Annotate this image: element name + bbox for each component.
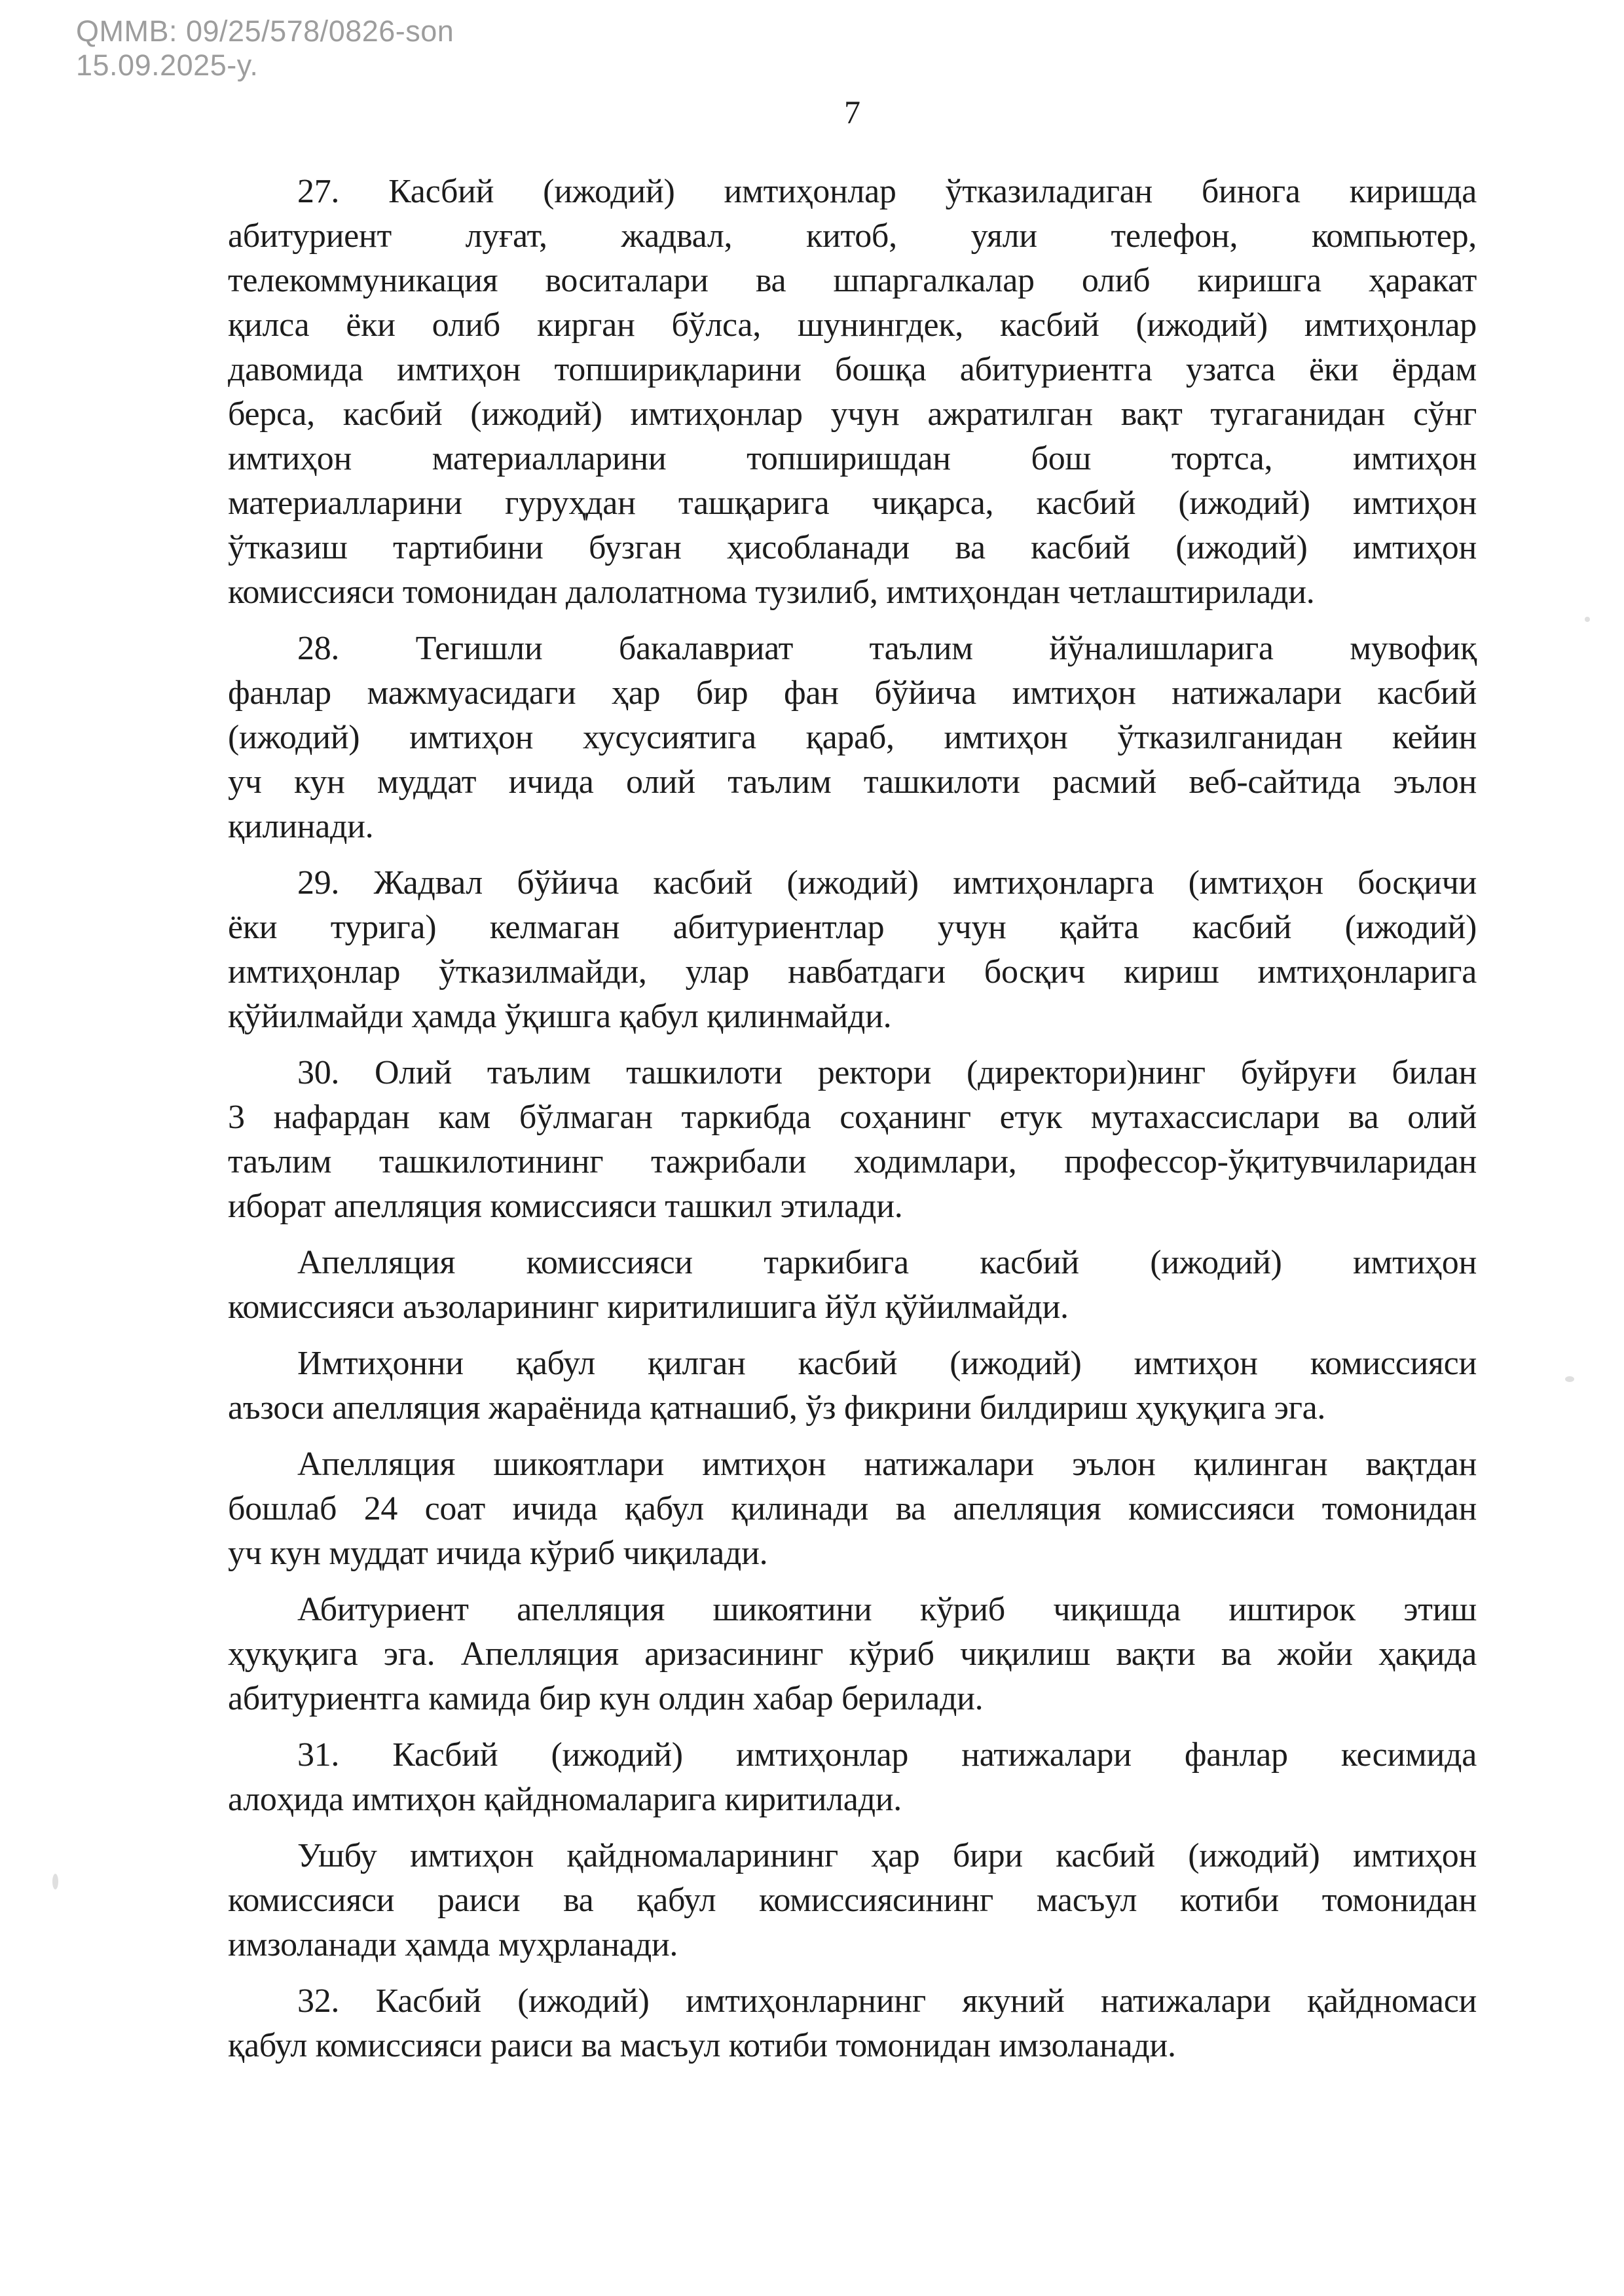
scan-speck [1565,1376,1574,1382]
text-line: 30. Олий таълим ташкилоти ректори (директори)нинг буйруғи билан [297,1054,1477,1091]
registration-number: QMMB: 09/25/578/0826-son [76,14,454,48]
text-line: ҳуқуқига эга. Апелляция аризасининг кўриб чиқилиш вақти ва жойи ҳақида [228,1635,1477,1673]
text-line: уч кун муддат ичида олий таълим ташкилоти расмий веб-сайтида эълон [228,763,1477,801]
text-line: давомида имтиҳон топшириқларини бошқа абитуриентга узатса ёки ёрдам [228,351,1477,388]
paragraph-9 [228,1733,1477,1822]
text-line: ёки турига) келмаган абитуриентлар учун қайта касбий (ижодий) [228,909,1477,946]
text-line: уч кун муддат ичида кўриб чиқилади. [228,1535,768,1572]
document-body [228,0,1477,2080]
text-line: комиссияси аъзоларининг киритилишига йўл қўйилмайди. [228,1288,1069,1326]
text-line: абитуриентга камида бир кун олдин хабар берилади. [228,1680,984,1717]
text-line: 32. Касбий (ижодий) имтиҳонларнинг якуний натижалари қайдномаси [297,1982,1477,2020]
page-number: 7 [844,94,860,130]
paragraph-4 [228,1051,1477,1229]
text-line: Имтиҳонни қабул қилган касбий (ижодий) имтиҳон комиссияси [297,1345,1477,1382]
paragraph-2 [228,627,1477,849]
text-line: қабул комиссияси раиси ва масъул котиби томонидан имзоланади. [228,2027,1176,2064]
text-line: 28. Тегишли бакалавриат таълим йўналишларига мувофиқ [297,630,1477,667]
paragraph-6 [228,1341,1477,1430]
text-line: материалларини гуруҳдан ташқарига чиқарса, касбий (ижодий) имтиҳон [228,484,1477,522]
text-line: Апелляция шикоятлари имтиҳон натижалари эълон қилинган вақтдан [297,1446,1477,1483]
text-line: имзоланади ҳамда муҳрланади. [228,1926,678,1963]
paragraph-5 [228,1241,1477,1330]
registration-date: 15.09.2025-y. [76,48,259,82]
scan-speck [52,1874,58,1889]
text-line: қилинади. [228,808,374,845]
text-line: телекоммуникация воситалари ва шпаргалкалар олиб киришга ҳаракат [228,262,1477,299]
text-line: қилса ёки олиб кирган бўлса, шунингдек, касбий (ижодий) имтиҳонлар [228,306,1477,344]
text-line: комиссияси томонидан далолатнома тузилиб, имтиҳондан четлаштирилади. [228,574,1315,611]
text-line: Абитуриент апелляция шикоятини кўриб чиқишда иштирок этиш [297,1591,1477,1628]
text-line: 29. Жадвал бўйича касбий (ижодий) имтиҳонларга (имтиҳон босқичи [297,864,1477,902]
text-line: имтиҳонлар ўтказилмайди, улар навбатдаги босқич кириш имтиҳонларига [228,953,1477,991]
text-line: бошлаб 24 соат ичида қабул қилинади ва апелляция комиссияси томонидан [228,1490,1477,1527]
scan-speck [1585,617,1590,622]
text-line: қўйилмайди ҳамда ўқишга қабул қилинмайди. [228,998,892,1035]
text-line: аъзоси апелляция жараёнида қатнашиб, ўз фикрини билдириш ҳуқуқига эга. [228,1389,1326,1427]
text-line: 31. Касбий (ижодий) имтиҳонлар натижалари фанлар кесимида [297,1736,1477,1774]
paragraph-11 [228,1979,1477,2068]
text-line: абитуриент луғат, жадвал, китоб, уяли телефон, компьютер, [228,217,1477,255]
text-line: таълим ташкилотининг тажрибали ходимлари, профессор-ўқитувчиларидан [228,1143,1477,1180]
text-line: иборат апелляция комиссияси ташкил этилади. [228,1188,903,1225]
text-line: (ижодий) имтиҳон хусусиятига қараб, имтиҳон ўтказилганидан кейин [228,719,1477,756]
paragraph-1 [228,170,1477,615]
paragraph-10 [228,1834,1477,1967]
paragraph-3 [228,861,1477,1039]
text-line: Ушбу имтиҳон қайдномаларининг ҳар бири касбий (ижодий) имтиҳон [297,1837,1477,1874]
text-line: фанлар мажмуасидаги ҳар бир фан бўйича имтиҳон натижалари касбий [228,674,1477,712]
text-line: 3 нафардан кам бўлмаган таркибда соҳанинг етук мутахассислари ва олий [228,1099,1477,1136]
text-line: ўтказиш тартибини бузган ҳисобланади ва касбий (ижодий) имтиҳон [228,529,1477,566]
paragraph-8 [228,1588,1477,1721]
text-line: 27. Касбий (ижодий) имтиҳонлар ўтказиладиган бинога киришда [297,173,1477,210]
paragraph-7 [228,1442,1477,1576]
text-line: берса, касбий (ижодий) имтиҳонлар учун ажратилган вақт тугаганидан сўнг [228,395,1477,433]
text-line: алоҳида имтиҳон қайдномаларига киритилади. [228,1781,902,1818]
text-line: Апелляция комиссияси таркибига касбий (ижодий) имтиҳон [297,1244,1477,1281]
text-line: имтиҳон материалларини топширишдан бош тортса, имтиҳон [228,440,1477,477]
text-line: комиссияси раиси ва қабул комиссиясининг масъул котиби томонидан [228,1882,1477,1919]
